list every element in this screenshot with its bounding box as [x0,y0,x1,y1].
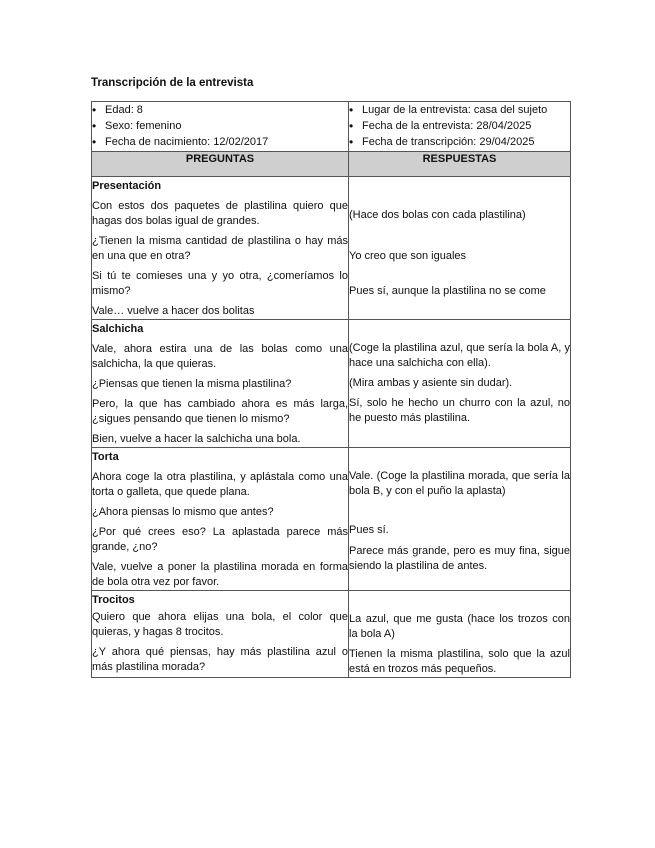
question: Quiero que ahora elijas una bola, el color que quieras, y hagas 8 trocitos. [92,611,348,638]
section-trocitos [92,591,571,678]
questions-cell [92,177,349,320]
answer: Vale. (Coge la plastilina morada, que sería la bola B, y con el puño la aplasta) [349,470,570,497]
meta-sex: • Sexo: femenino [92,119,348,134]
meta-interview-date: • Fecha de la entrevista: 28/04/2025 [349,119,570,134]
answer: La azul, que me gusta (hace los trozos con la bola A) [349,613,570,640]
section-title: Presentación [92,180,162,192]
section-torta [92,448,571,591]
answer: (Hace dos bolas con cada plastilina) [349,209,526,221]
question: Bien, vuelve a hacer la salchicha una bola. [92,433,301,445]
question: Ahora coge la otra plastilina, y aplástala como una torta o galleta, que quede plana. [92,471,348,498]
section-title: Torta [92,451,119,463]
question: ¿Ahora piensas lo mismo que antes? [92,506,274,518]
answer: Sí, solo he hecho un churro con la azul, no he puesto más plastilina. [349,397,570,424]
answers-cell [349,591,571,678]
section-title: Salchicha [92,323,144,335]
meta-age: • Edad: 8 [92,103,348,118]
question: Pero, la que has cambiado ahora es más larga, ¿sigues pensando que tienen lo mismo? [92,398,348,425]
answer: Yo creo que son iguales [349,250,467,262]
section-presentacion [92,177,571,320]
question: Con estos dos paquetes de plastilina quiero que hagas dos bolas igual de grandes. [92,200,348,227]
question: ¿Piensas que tienen la misma plastilina? [92,378,292,390]
answer: (Mira ambas y asiente sin dudar). [349,377,513,389]
answers-cell [349,320,571,448]
meta-left-cell [92,102,349,152]
header-preguntas: PREGUNTAS [92,152,349,177]
section-salchicha [92,320,571,448]
section-title: Trocitos [92,594,135,606]
question: Si tú te comieses una y yo otra, ¿comeríamos lo mismo? [92,270,348,297]
question: ¿Y ahora qué piensas, hay más plastilina azul o más plastilina morada? [92,646,348,673]
meta-interview-place: • Lugar de la entrevista: casa del sujeto [349,103,570,118]
answer: Tienen la misma plastilina, solo que la azul está en trozos más pequeños. [349,648,570,675]
question: Vale… vuelve a hacer dos bolitas [92,305,255,317]
meta-right-cell [349,102,571,152]
questions-cell [92,448,349,591]
meta-birthdate: • Fecha de nacimiento: 12/02/2017 [92,135,348,150]
question: ¿Tienen la misma cantidad de plastilina o hay más en una que en otra? [92,235,348,262]
answer: Pues sí, aunque la plastilina no se come [349,285,546,297]
header-respuestas: RESPUESTAS [349,152,571,177]
answer: Pues sí. [349,524,389,536]
question: ¿Por qué crees eso? La aplastada parece más grande, ¿no? [92,526,348,553]
answers-cell [349,177,571,320]
interview-table [91,101,571,678]
answer: Parece más grande, pero es muy fina, sigue siendo la plastilina de antes. [349,545,570,572]
document-title: Transcripción de la entrevista [91,77,254,89]
answers-cell [349,448,571,591]
questions-cell [92,591,349,678]
answer: (Coge la plastilina azul, que sería la bola A, y hace una salchicha con ella). [349,342,570,369]
question: Vale, ahora estira una de las bolas como una salchicha, la que quieras. [92,343,348,370]
header-row [92,152,571,177]
meta-transcription-date: • Fecha de transcripción: 29/04/2025 [349,135,570,150]
question: Vale, vuelve a poner la plastilina morada en forma de bola otra vez por favor. [92,561,348,588]
questions-cell [92,320,349,448]
meta-row [92,102,571,152]
